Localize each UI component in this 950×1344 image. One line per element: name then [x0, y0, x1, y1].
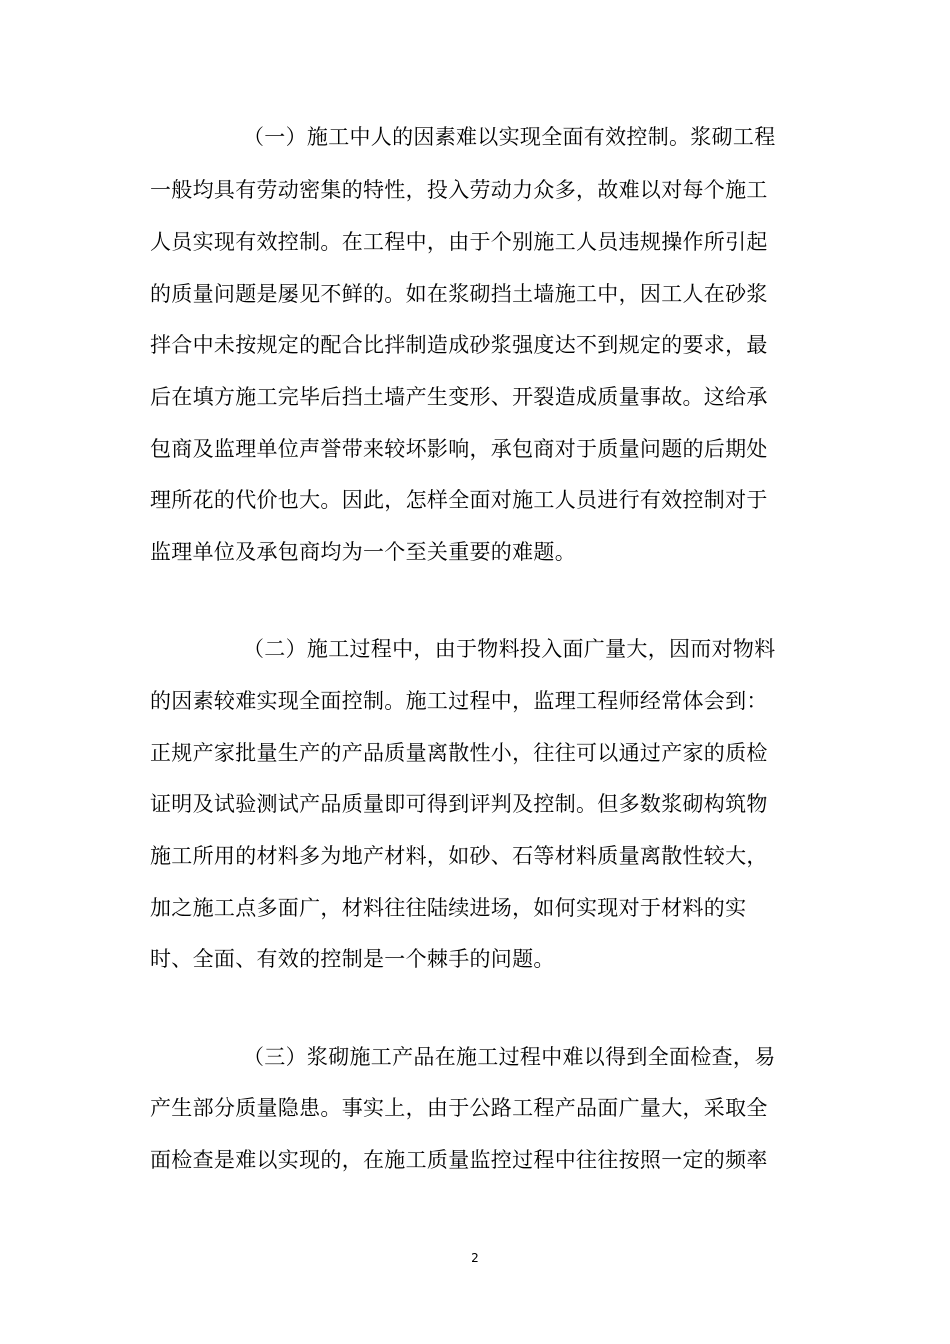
- paragraph-line: （三）浆砌施工产品在施工过程中难以得到全面检查，易: [243, 1045, 776, 1069]
- paragraph-line: 理所花的代价也大。因此，怎样全面对施工人员进行有效控制对于: [150, 488, 768, 512]
- paragraph-line: 拌合中未按规定的配合比拌制造成砂浆强度达不到规定的要求，最: [150, 333, 768, 357]
- paragraph-line: 证明及试验测试产品质量即可得到评判及控制。但多数浆砌构筑物: [150, 792, 768, 816]
- paragraph-line: 一般均具有劳动密集的特性，投入劳动力众多，故难以对每个施工: [150, 178, 768, 202]
- paragraph-line: 监理单位及承包商均为一个至关重要的难题。: [150, 540, 576, 564]
- paragraph-line: 面检查是难以实现的，在施工质量监控过程中往往按照一定的频率: [150, 1148, 768, 1172]
- paragraph-line: 包商及监理单位声誉带来较坏影响，承包商对于质量问题的后期处: [150, 437, 768, 461]
- paragraph-line: 人员实现有效控制。在工程中，由于个别施工人员违规操作所引起: [150, 230, 768, 254]
- paragraph-line: 施工所用的材料多为地产材料，如砂、石等材料质量离散性较大，: [150, 844, 768, 868]
- paragraph-line: 的质量问题是屡见不鲜的。如在浆砌挡土墙施工中，因工人在砂浆: [150, 282, 768, 306]
- paragraph-line: 时、全面、有效的控制是一个棘手的问题。: [150, 947, 555, 971]
- paragraph-line: 正规产家批量生产的产品质量离散性小，往往可以通过产家的质检: [150, 741, 768, 765]
- paragraph-line: （二）施工过程中，由于物料投入面广量大，因而对物料: [243, 637, 776, 661]
- paragraph-line: 的因素较难实现全面控制。施工过程中，监理工程师经常体会到：: [150, 689, 768, 713]
- page-number: 2: [471, 1251, 479, 1265]
- paragraph-line: 后在填方施工完毕后挡土墙产生变形、开裂造成质量事故。这给承: [150, 385, 768, 409]
- paragraph-line: （一）施工中人的因素难以实现全面有效控制。浆砌工程: [243, 125, 776, 149]
- paragraph-line: 加之施工点多面广，材料往往陆续进场，如何实现对于材料的实: [150, 896, 747, 920]
- paragraph-line: 产生部分质量隐患。事实上，由于公路工程产品面广量大，采取全: [150, 1096, 768, 1120]
